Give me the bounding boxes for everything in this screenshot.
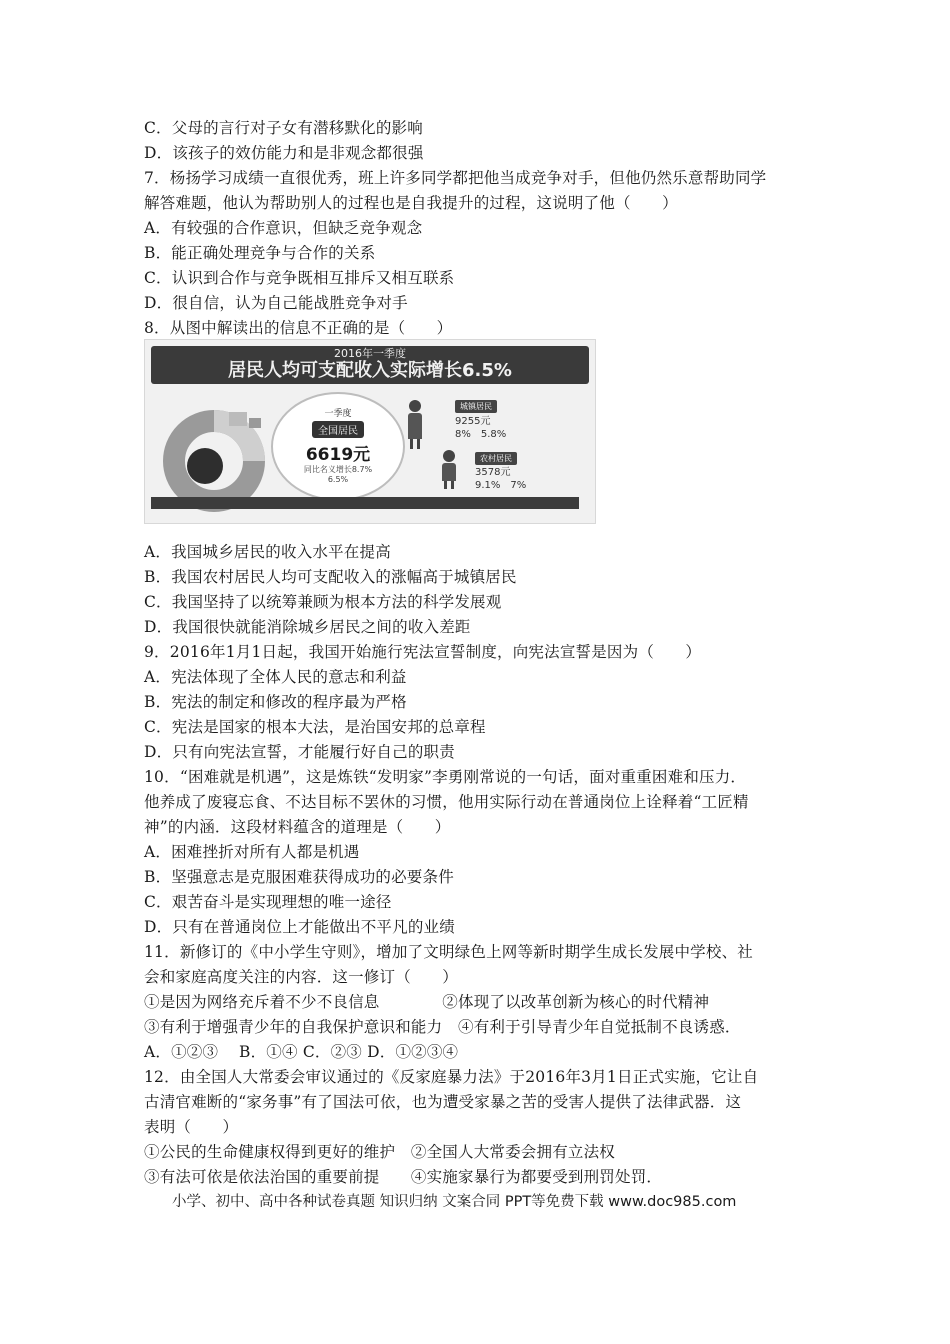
- q11-options: A．①②③ B．①④ C．②③ D．①②③④: [144, 1043, 459, 1061]
- q11-stem-line2: 会和家庭高度关注的内容．这一修订（ ）: [144, 968, 459, 986]
- q7-option-c: C．认识到合作与竞争既相互排斥又相互联系: [144, 269, 455, 287]
- q12-statements-1-2: ①公民的生命健康权得到更好的维护 ②全国人大常委会拥有立法权: [144, 1143, 616, 1161]
- urban-growth: 8% 5.8%: [455, 429, 507, 440]
- urban-tag: 城镇居民: [455, 400, 497, 413]
- banner-title: 居民人均可支配收入实际增长6.5%: [228, 360, 512, 381]
- urban-person-icon: [407, 400, 423, 449]
- q10-option-a: A．困难挫折对所有人都是机遇: [144, 843, 360, 861]
- q8-option-d: D．我国很快就能消除城乡居民之间的收入差距: [144, 618, 471, 636]
- quarter-label: 一季度: [324, 409, 352, 419]
- q7-option-a: A．有较强的合作意识，但缺乏竞争观念: [144, 219, 423, 237]
- nominal-growth: 同比名义增长8.7%: [303, 465, 373, 474]
- infographic-banner: [151, 346, 589, 384]
- q7-option-d: D．很自信，认为自己能战胜竞争对手: [144, 294, 408, 312]
- q7-option-b: B．能正确处理竞争与合作的关系: [144, 244, 376, 262]
- q12-statements-3-4: ③有法可依是依法治国的重要前提 ④实施家暴行为都要受到刑罚处罚．: [144, 1168, 663, 1186]
- q12-stem-line3: 表明（ ）: [144, 1118, 239, 1136]
- rural-tag: 农村居民: [475, 452, 517, 465]
- infographic-footer-bar: [151, 497, 579, 509]
- q9-option-a: A．宪法体现了全体人民的意志和利益: [144, 668, 407, 686]
- q12-stem-line2: 古清官难断的“家务事”有了国法可依，也为遭受家暴之苦的受害人提供了法律武器．这: [144, 1093, 742, 1111]
- q10-option-d: D．只有在普通岗位上才能做出不平凡的业绩: [144, 918, 455, 936]
- national-income-circle: [271, 392, 405, 501]
- q11-stem-line1: 11．新修订的《中小学生守则》，增加了文明绿色上网等新时期学生成长发展中学校、社: [144, 943, 753, 961]
- q9-stem: 9．2016年1月1日起，我国开始施行宪法宣誓制度，向宪法宣誓是因为（ ）: [144, 643, 702, 661]
- income-infographic: [144, 339, 596, 524]
- q10-option-b: B．坚强意志是克服困难获得成功的必要条件: [144, 868, 454, 886]
- q8-option-a: A．我国城乡居民的收入水平在提高: [144, 543, 391, 561]
- q9-option-c: C．宪法是国家的根本大法，是治国安邦的总章程: [144, 718, 486, 736]
- q9-option-b: B．宪法的制定和修改的程序最为严格: [144, 693, 407, 711]
- q11-statements-3-4: ③有利于增强青少年的自我保护意识和能力 ④有利于引导青少年自觉抵制不良诱惑．: [144, 1018, 741, 1036]
- q7-stem-line1: 7．杨扬学习成绩一直很优秀，班上许多同学都把他当成竞争对手，但他仍然乐意帮助同学: [144, 169, 767, 187]
- q8-option-c: C．我国坚持了以统筹兼顾为根本方法的科学发展观: [144, 593, 502, 611]
- q10-option-c: C．艰苦奋斗是实现理想的唯一途径: [144, 893, 392, 911]
- q7-stem-line2: 解答难题，他认为帮助别人的过程也是自我提升的过程，这说明了他（ ）: [144, 194, 678, 212]
- q6-option-c: C．父母的言行对子女有潜移默化的影响: [144, 119, 423, 137]
- rural-growth: 9.1% 7%: [475, 480, 527, 491]
- rural-amount: 3578元: [475, 467, 511, 478]
- national-label: 全国居民: [312, 421, 364, 438]
- banner-subtitle: 2016年一季度: [334, 347, 406, 360]
- q8-stem: 8．从图中解读出的信息不正确的是（ ）: [144, 319, 453, 337]
- urban-amount: 9255元: [455, 416, 491, 427]
- rural-person-icon: [441, 450, 457, 489]
- q10-stem-line1: 10．“困难就是机遇”，这是炼铁“发明家”李勇刚常说的一句话，面对重重困难和压力．: [144, 768, 747, 786]
- page-footer: 小学、初中、高中各种试卷真题 知识归纳 文案合同 PPT等免费下载 www.doc985.com: [172, 1194, 737, 1210]
- q10-stem-line3: 神”的内涵．这段材料蕴含的道理是（ ）: [144, 818, 451, 836]
- real-growth: 6.5%: [327, 475, 349, 484]
- q11-statements-1-2: ①是因为网络充斥着不少不良信息 ②体现了以改革创新为核心的时代精神: [144, 993, 710, 1011]
- q10-stem-line2: 他养成了废寝忘食、不达目标不罢休的习惯，他用实际行动在普通岗位上诠释着“工匠精: [144, 793, 749, 811]
- q12-stem-line1: 12．由全国人大常委会审议通过的《反家庭暴力法》于2016年3月1日正式实施，它让自: [144, 1068, 759, 1086]
- national-amount: 6619元: [305, 445, 371, 465]
- q6-option-d: D．该孩子的效仿能力和是非观念都很强: [144, 144, 424, 162]
- q9-option-d: D．只有向宪法宣誓，才能履行好自己的职责: [144, 743, 455, 761]
- q8-option-b: B．我国农村居民人均可支配收入的涨幅高于城镇居民: [144, 568, 517, 586]
